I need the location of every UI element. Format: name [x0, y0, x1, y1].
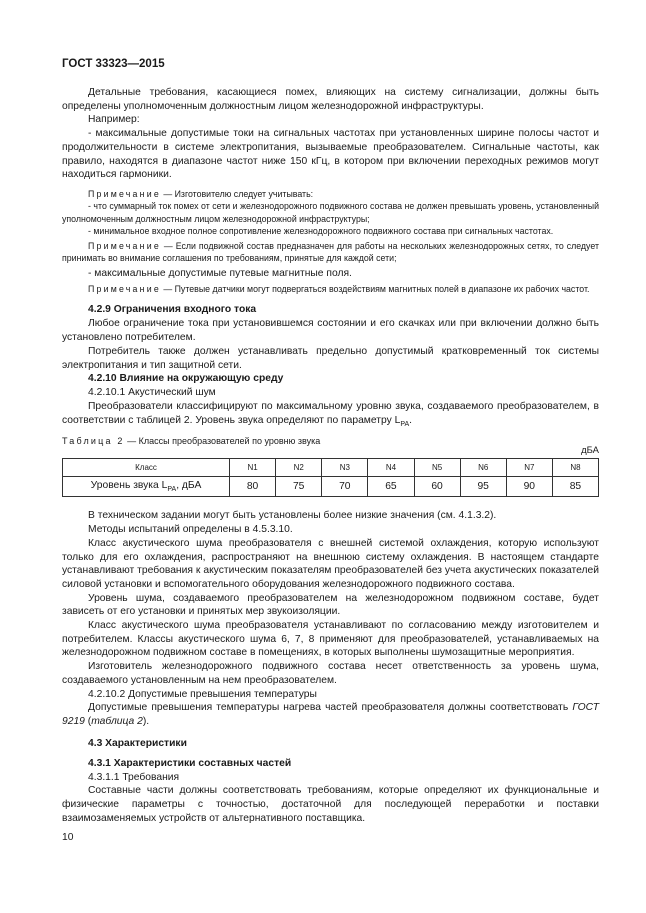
gost-reference: ГОСТ 9219 [62, 702, 599, 727]
table-unit: дБА [581, 445, 599, 457]
paragraph: Например: [88, 114, 140, 126]
paragraph-text: . [409, 414, 413, 426]
table-cell: 65 [368, 477, 414, 497]
table-caption-text: — Классы преобразователей по уровню звука [124, 436, 321, 447]
paragraph-text: ( [84, 715, 92, 727]
section-heading: 4.3 Характеристики [88, 737, 187, 749]
note [62, 283, 599, 295]
table-cell: 90 [506, 477, 552, 497]
table-header-cell: N7 [506, 459, 552, 477]
section-heading: 4.2.9 Ограничения входного тока [88, 304, 257, 316]
table-header-cell: N4 [368, 459, 414, 477]
note-item: - что суммарный ток помех от сети и железнодорожного подвижного состава не должен превышать уровень, установленный уполномоченным должностным лицом железнодорожной инфраструктуры; [62, 201, 599, 224]
paragraph: Изготовитель железнодорожного подвижного состава несет ответственность за уровень шума, создаваемого установленным на нем преобразователем. [62, 661, 599, 686]
note [62, 240, 599, 265]
paragraph-text: Допустимые превышения температуры нагрева частей преобразователя должны соответствовать [88, 702, 573, 714]
subsection-heading: 4.2.10.1 Акустический шум [88, 387, 216, 399]
table-header-cell: N6 [460, 459, 506, 477]
row-label-text: , дБА [176, 480, 202, 492]
table-cell: 95 [460, 477, 506, 497]
paragraph-text: ). [142, 715, 150, 727]
paragraph-text: Преобразователи классифицируют по максимальному уровню звука, создаваемого преобразователем, в соответствии с таблицей 2. Уровень звука определяют по параметру L [62, 400, 599, 426]
paragraph: - максимальные допустимые токи на сигнальных частотах при установленных ширине полосы частот и продолжительности в системе электропитания, вызываемые преобразователем. Сигнальные частоты, как правило, находятся в диапазоне частот ниже 150 кГц, в котором при включении переходных режимов могут находиться гармоники. [62, 128, 599, 181]
table-reference: таблица 2 [91, 715, 143, 727]
table-header-cell: N8 [552, 459, 598, 477]
table-cell: 80 [230, 477, 276, 497]
note-text: — Путевые датчики могут подвергаться воздействиям магнитных полей в диапазоне их рабочих частот. [160, 284, 590, 295]
table-caption-label: Таблица 2 [62, 436, 125, 447]
table-cell: 60 [414, 477, 460, 497]
note-label: Примечание [88, 284, 161, 295]
table-cell: 70 [322, 477, 368, 497]
paragraph: Детальные требования, касающиеся помех, влияющих на систему сигнализации, должны быть определены уполномоченным должностным лицом железнодорожной инфраструктуры. [62, 87, 599, 112]
paragraph: Класс акустического шума преобразователя с внешней системой охлаждения, которую используют только для его охлаждения, распространяют на внешнюю систему охлаждения. В настоящем стандарте устанавливают требования к акустическим показателям преобразователей без учета акустических показателей силовой установки и вспомогательного оборудования железнодорожного подвижного состава. [62, 537, 599, 590]
table-header-cell: N1 [230, 459, 276, 477]
table-header-cell: N3 [322, 459, 368, 477]
table-header-row [63, 459, 599, 477]
note [62, 188, 599, 200]
note-label: Примечание [88, 240, 161, 251]
paragraph: Составные части должны соответствовать требованиям, которые определяют их функциональные и физические параметры с точностью, достаточной для последующей переработки и поставки взаимозаменяемых устройств от альтернативного поставщика. [62, 785, 599, 824]
section-heading: 4.2.10 Влияние на окружающую среду [88, 373, 284, 385]
document-page [62, 58, 599, 843]
row-label-text: Уровень звука L [90, 480, 168, 492]
paragraph: Методы испытаний определены в 4.5.3.10. [88, 524, 293, 536]
subsection-heading: 4.3.1.1 Требования [88, 771, 180, 783]
table-header-cell: Класс [63, 459, 230, 477]
table-cell: 85 [552, 477, 598, 497]
subsection-heading: 4.2.10.2 Допустимые превышения температуры [88, 688, 317, 700]
table-cell: 75 [276, 477, 322, 497]
paragraph: Потребитель также должен устанавливать предельно допустимый кратковременный ток системы электропитания и тип защитной сети. [62, 345, 599, 371]
table-row-label [63, 477, 230, 497]
document-header: ГОСТ 33323—2015 [62, 58, 165, 70]
section-heading: 4.3.1 Характеристики составных частей [88, 757, 292, 769]
paragraph: В техническом задании могут быть установлены более низкие значения (см. 4.1.3.2). [88, 510, 497, 522]
noise-class-table [62, 458, 599, 497]
paragraph: - максимальные допустимые путевые магнитные поля. [88, 268, 352, 280]
paragraph [62, 701, 599, 728]
paragraph [62, 400, 599, 431]
page-number: 10 [62, 831, 74, 843]
table-row [63, 477, 599, 497]
note-text: — Если подвижной состав предназначен для работы на нескольких железнодорожных сетях, то следует принимать во внимание соглашения по требованиям, принятые для каждой сети; [62, 240, 599, 263]
paragraph: Класс акустического шума преобразователя устанавливают по согласованию между изготовителем и потребителем. Классы акустического шума 6, 7, 8 применяют для преобразователей, устанавливаемых на железнодорожном подвижном составе в помещениях, в которых выполнены шумозащитные мероприятия. [62, 620, 599, 659]
paragraph: Любое ограничение тока при установившемся состоянии и его скачках или при включении должно быть установлено потребителем. [62, 318, 599, 344]
subscript: PA [167, 486, 177, 494]
paragraph: Уровень шума, создаваемого преобразователем на железнодорожном подвижном составе, будет зависеть от его установки и принятых мер звукоизоляции. [62, 592, 599, 618]
note-label: Примечание [88, 188, 161, 199]
note-item: - минимальное входное полное сопротивление железнодорожного подвижного состава при сигнальных частотах. [88, 226, 554, 237]
note-text: — Изготовителю следует учитывать: [160, 188, 314, 199]
table-header-cell: N5 [414, 459, 460, 477]
subscript: PA [400, 420, 410, 428]
table-header-cell: N2 [276, 459, 322, 477]
